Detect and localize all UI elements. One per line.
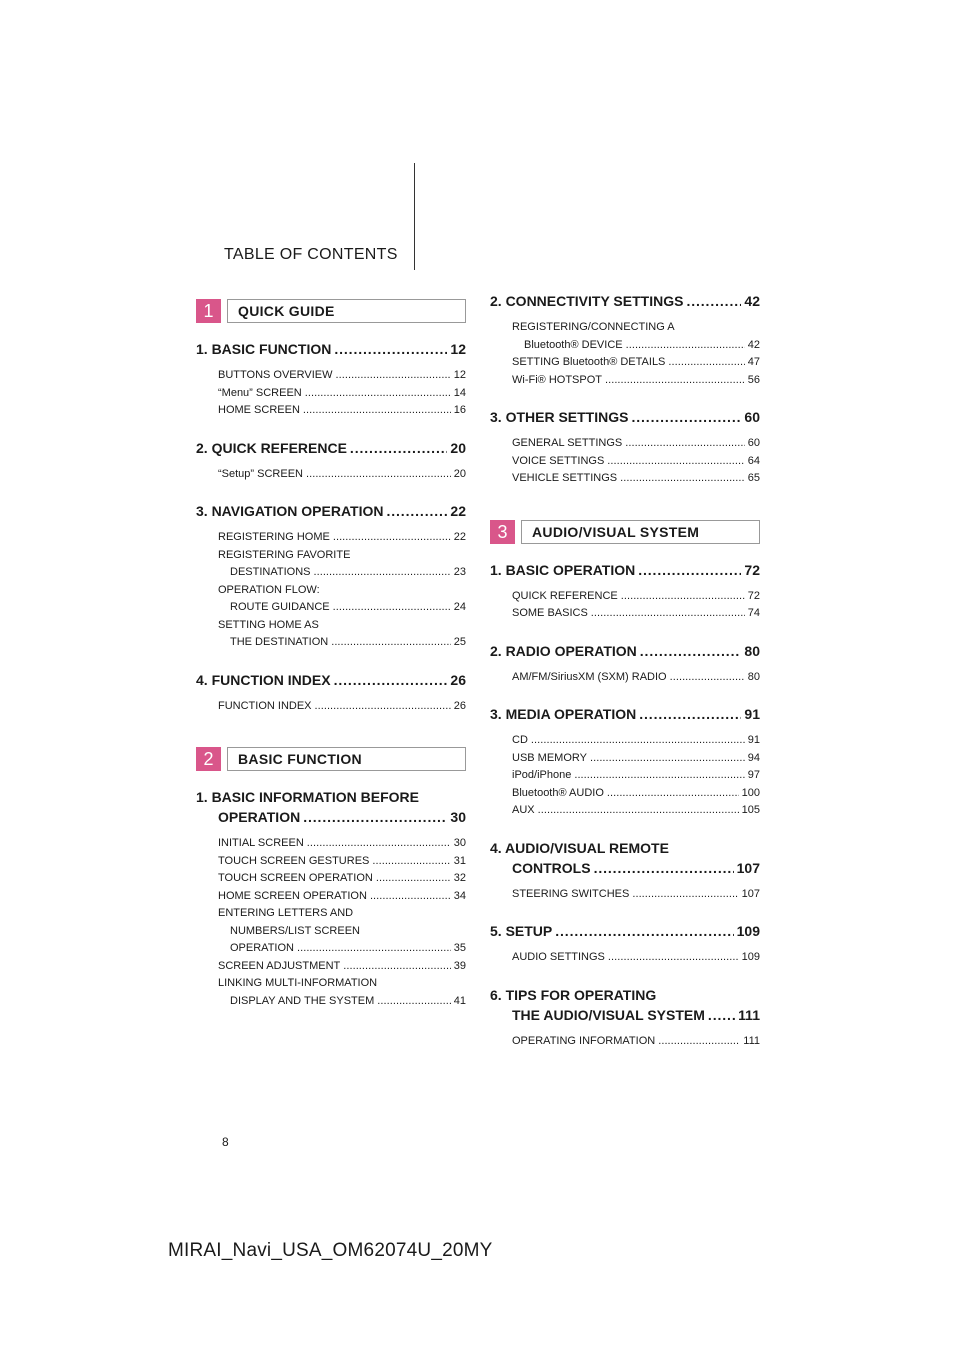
- entry-text: SETTING Bluetooth® DETAILS: [512, 356, 666, 368]
- toc-entry[interactable]: [490, 732, 760, 750]
- entry-text: FUNCTION INDEX: [218, 699, 312, 712]
- toc-row: [512, 785, 760, 803]
- entry-page-number: 42: [747, 338, 760, 351]
- dot-leader: [336, 367, 451, 385]
- dot-leader: [631, 407, 741, 427]
- entry-page-number: 20: [453, 467, 466, 480]
- entry-page-number: 16: [453, 404, 466, 416]
- entry-text: DISPLAY AND THE SYSTEM: [230, 994, 375, 1007]
- section-title-text: 3. NAVIGATION OPERATION: [196, 503, 384, 519]
- entry-page-number: 91: [747, 734, 760, 746]
- toc-row: [196, 501, 466, 521]
- dot-leader: [708, 1005, 735, 1025]
- toc-row: [196, 339, 466, 359]
- chapter-number-tab: 2: [196, 747, 221, 771]
- dot-leader: [303, 402, 451, 420]
- toc-entry[interactable]: [490, 1033, 760, 1051]
- entry-text-line: SETTING HOME AS: [218, 618, 319, 631]
- toc-row: [490, 560, 760, 580]
- entry-text: Wi-Fi® HOTSPOT: [512, 373, 602, 386]
- dot-leader: [333, 529, 451, 547]
- toc-entry[interactable]: [490, 319, 760, 354]
- toc-entry[interactable]: [490, 949, 760, 967]
- entry-page-number: 105: [741, 804, 760, 816]
- section-title[interactable]: [490, 560, 760, 580]
- section-page-number: 22: [450, 503, 466, 519]
- toc-row: [218, 402, 466, 420]
- chapter-gap: [490, 506, 760, 520]
- toc-row: [512, 435, 760, 453]
- entry-page-number: 41: [453, 994, 466, 1007]
- dot-leader: [625, 435, 745, 453]
- toc-entry[interactable]: [196, 698, 466, 716]
- entry-text: GENERAL SETTINGS: [512, 437, 623, 449]
- toc-entry[interactable]: [196, 367, 466, 385]
- entry-page-number: 72: [747, 589, 760, 602]
- dot-leader: [303, 807, 447, 827]
- toc-row: [490, 704, 760, 724]
- toc-row: [218, 634, 466, 652]
- toc-entry[interactable]: [196, 958, 466, 976]
- entry-page-number: 39: [453, 959, 466, 972]
- section-title-text: 3. OTHER SETTINGS: [490, 409, 629, 425]
- entry-text: TOUCH SCREEN OPERATION: [218, 872, 373, 884]
- toc-row: [512, 354, 760, 372]
- dot-leader: [315, 698, 451, 716]
- entry-text-line: LINKING MULTI-INFORMATION: [218, 977, 378, 989]
- dot-leader: [640, 641, 742, 661]
- entry-text: CD: [512, 734, 528, 746]
- toc-section: [490, 921, 760, 967]
- section-title-text: 2. RADIO OPERATION: [490, 642, 637, 659]
- dot-leader: [313, 564, 450, 582]
- toc-section: [490, 641, 760, 687]
- toc-row: [512, 767, 760, 785]
- toc-entry[interactable]: [196, 835, 466, 853]
- section-title-text: 1. BASIC FUNCTION: [196, 341, 332, 357]
- section-page-number: 107: [736, 859, 760, 876]
- entry-text: INITIAL SCREEN: [218, 837, 304, 849]
- dot-leader: [386, 501, 447, 521]
- dot-leader: [305, 385, 451, 403]
- dot-leader: [590, 750, 745, 768]
- entry-page-number: 26: [453, 699, 466, 712]
- toc-entry[interactable]: [196, 975, 466, 1010]
- section-title[interactable]: [490, 641, 760, 661]
- entry-page-number: 111: [743, 1034, 760, 1047]
- toc-entry[interactable]: [196, 402, 466, 420]
- entry-page-number: 56: [747, 373, 760, 386]
- toc-entry[interactable]: [196, 853, 466, 871]
- chapter-title: QUICK GUIDE: [227, 299, 466, 323]
- section-title[interactable]: [490, 291, 760, 311]
- toc-row: [512, 802, 760, 820]
- section-page-number: 20: [450, 439, 466, 456]
- entry-text: USB MEMORY: [512, 751, 587, 764]
- section-title[interactable]: [490, 704, 760, 724]
- toc-entry[interactable]: [196, 617, 466, 652]
- dot-leader: [621, 588, 745, 606]
- section-page-number: 26: [450, 671, 466, 688]
- dot-leader: [594, 858, 734, 878]
- page-header-title: TABLE OF CONTENTS: [224, 246, 398, 263]
- dot-leader: [639, 704, 741, 724]
- dot-leader: [297, 940, 451, 958]
- toc-row: [218, 835, 466, 853]
- section-title-text: 6. TIPS FOR OPERATING: [490, 986, 657, 1003]
- section-page-number: 111: [738, 1006, 760, 1023]
- chapter-gap: [196, 733, 466, 747]
- entry-text: SOME BASICS: [512, 607, 588, 619]
- toc-row: [490, 1005, 760, 1025]
- section-title-text: 5. SETUP: [490, 923, 553, 939]
- dot-leader: [638, 560, 741, 580]
- entry-text: THE DESTINATION: [230, 636, 329, 648]
- dot-leader: [686, 291, 741, 311]
- toc-entry[interactable]: [490, 785, 760, 803]
- section-title-line: [490, 838, 760, 858]
- toc-section: [490, 291, 760, 389]
- section-title-text: CONTROLS: [512, 859, 591, 876]
- section-title-line: [490, 985, 760, 1005]
- section-title-text: 1. BASIC OPERATION: [490, 561, 636, 578]
- toc-row: [490, 858, 760, 878]
- section-title-text: 4. AUDIO/VISUAL REMOTE: [490, 839, 669, 856]
- entry-text: OPERATING INFORMATION: [512, 1034, 656, 1047]
- toc-entry[interactable]: [490, 354, 760, 372]
- entry-text: OPERATION: [230, 942, 294, 954]
- dot-leader: [591, 605, 745, 623]
- toc-row: [512, 453, 760, 471]
- toc-row: [512, 372, 760, 390]
- section-title-line: [196, 787, 466, 807]
- dot-leader: [343, 958, 451, 976]
- entry-text: ROUTE GUIDANCE: [230, 601, 330, 613]
- toc-entry[interactable]: [196, 466, 466, 484]
- toc-row: [218, 888, 466, 906]
- toc-row: [196, 438, 466, 458]
- toc-row: [218, 870, 466, 888]
- toc-entry[interactable]: [196, 870, 466, 888]
- page-number: 8: [222, 1135, 229, 1149]
- entry-text: TOUCH SCREEN GESTURES: [218, 854, 370, 867]
- toc-row: [512, 588, 760, 606]
- section-page-number: 60: [744, 409, 760, 425]
- section-title[interactable]: [196, 339, 466, 359]
- section-title[interactable]: [490, 985, 760, 1025]
- entry-text-line: NUMBERS/LIST SCREEN: [230, 924, 360, 937]
- entry-page-number: 80: [747, 670, 760, 683]
- dot-leader: [607, 453, 744, 471]
- entry-text: AUX: [512, 804, 535, 816]
- entry-text: AM/FM/SiriusXM (SXM) RADIO: [512, 670, 667, 683]
- dot-leader: [620, 470, 745, 488]
- chapter-banner[interactable]: [196, 299, 466, 323]
- dot-leader: [668, 354, 744, 372]
- entry-text: Bluetooth® DEVICE: [524, 338, 623, 351]
- entry-text: STEERING SWITCHES: [512, 887, 630, 900]
- entry-page-number: 23: [453, 566, 466, 578]
- dot-leader: [658, 1033, 740, 1051]
- toc-section: [196, 339, 466, 420]
- toc-section: [196, 670, 466, 716]
- entry-page-number: 32: [453, 872, 466, 884]
- dot-leader: [331, 634, 451, 652]
- entry-page-number: 107: [741, 887, 760, 900]
- dot-leader: [333, 599, 451, 617]
- toc-row: [218, 993, 466, 1011]
- entry-text-line: REGISTERING/CONNECTING A: [512, 321, 675, 333]
- toc-row: [218, 958, 466, 976]
- toc-entry[interactable]: [490, 605, 760, 623]
- dot-leader: [334, 670, 448, 690]
- entry-page-number: 47: [747, 356, 760, 368]
- toc-row: [512, 886, 760, 904]
- toc-row: [196, 670, 466, 690]
- entry-text: DESTINATIONS: [230, 566, 311, 578]
- toc-row: [218, 385, 466, 403]
- entry-text: HOME SCREEN: [218, 404, 300, 416]
- toc-entry[interactable]: [490, 435, 760, 453]
- toc-section: [490, 704, 760, 820]
- entry-text: SCREEN ADJUSTMENT: [218, 959, 341, 972]
- toc-section: [490, 985, 760, 1051]
- toc-row: [218, 698, 466, 716]
- toc-entry[interactable]: [490, 470, 760, 488]
- toc-row: [196, 807, 466, 827]
- section-page-number: 80: [744, 642, 760, 659]
- entry-page-number: 14: [453, 386, 466, 399]
- toc-section: [196, 787, 466, 1010]
- toc-row: [218, 599, 466, 617]
- dot-leader: [377, 993, 450, 1011]
- entry-page-number: 34: [453, 889, 466, 902]
- section-page-number: 91: [744, 706, 760, 722]
- entry-page-number: 109: [741, 951, 760, 963]
- entry-page-number: 22: [453, 531, 466, 543]
- entry-text: Bluetooth® AUDIO: [512, 786, 604, 799]
- toc-row: [218, 367, 466, 385]
- toc-row: [512, 337, 760, 355]
- dot-leader: [555, 921, 733, 941]
- section-title[interactable]: [490, 407, 760, 427]
- toc-row: [218, 529, 466, 547]
- entry-text: HOME SCREEN OPERATION: [218, 889, 367, 902]
- document-id: MIRAI_Navi_USA_OM62074U_20MY: [168, 1240, 493, 1261]
- dot-leader: [626, 337, 745, 355]
- chapter-banner[interactable]: [196, 747, 466, 771]
- entry-page-number: 97: [747, 769, 760, 781]
- section-page-number: 72: [744, 561, 760, 578]
- entry-page-number: 24: [453, 601, 466, 613]
- toc-entry[interactable]: [490, 453, 760, 471]
- entry-page-number: 12: [453, 369, 466, 381]
- chapter-number-tab: 1: [196, 299, 221, 323]
- section-title[interactable]: [196, 787, 466, 827]
- toc-entry[interactable]: [490, 669, 760, 687]
- dot-leader: [632, 886, 738, 904]
- section-title[interactable]: [196, 501, 466, 521]
- section-page-number: 30: [450, 809, 466, 825]
- entry-text: BUTTONS OVERVIEW: [218, 369, 333, 381]
- entry-text: iPod/iPhone: [512, 769, 572, 781]
- entry-page-number: 25: [453, 636, 466, 648]
- section-title[interactable]: [196, 438, 466, 458]
- entry-text: QUICK REFERENCE: [512, 589, 618, 602]
- dot-leader: [334, 339, 447, 359]
- entry-text: “Setup” SCREEN: [218, 467, 303, 480]
- entry-page-number: 60: [747, 437, 760, 449]
- entry-page-number: 30: [453, 837, 466, 849]
- chapter-title: AUDIO/VISUAL SYSTEM: [521, 520, 760, 544]
- toc-row: [490, 921, 760, 941]
- toc-row: [512, 1033, 760, 1051]
- toc-row: [490, 291, 760, 311]
- entry-page-number: 35: [453, 942, 466, 954]
- dot-leader: [608, 949, 739, 967]
- toc-entry[interactable]: [490, 886, 760, 904]
- toc-row: [218, 466, 466, 484]
- entry-page-number: 64: [747, 454, 760, 467]
- toc-row: [512, 750, 760, 768]
- toc-row: [512, 732, 760, 750]
- entry-page-number: 31: [453, 854, 466, 867]
- chapter-number-tab: 3: [490, 520, 515, 544]
- entry-text: VOICE SETTINGS: [512, 454, 605, 467]
- toc-row: [512, 669, 760, 687]
- toc-entry[interactable]: [490, 767, 760, 785]
- entry-text: VEHICLE SETTINGS: [512, 472, 618, 484]
- toc-entry[interactable]: [196, 529, 466, 547]
- toc-row: [512, 470, 760, 488]
- dot-leader: [350, 438, 448, 458]
- section-page-number: 109: [736, 923, 760, 939]
- entry-text: “Menu” SCREEN: [218, 386, 302, 399]
- dot-leader: [370, 888, 451, 906]
- dot-leader: [307, 835, 451, 853]
- toc-entry[interactable]: [196, 547, 466, 582]
- toc-row: [490, 641, 760, 661]
- toc-entry[interactable]: [196, 888, 466, 906]
- dot-leader: [605, 372, 745, 390]
- toc-left-column: [196, 299, 466, 1028]
- section-title[interactable]: [196, 670, 466, 690]
- section-title-text: 2. CONNECTIVITY SETTINGS: [490, 293, 684, 309]
- header-divider: [414, 163, 415, 270]
- toc-entry[interactable]: [490, 588, 760, 606]
- toc-entry[interactable]: [196, 905, 466, 958]
- entry-text-line: ENTERING LETTERS AND: [218, 907, 354, 919]
- toc-section: [490, 560, 760, 623]
- chapter-title: BASIC FUNCTION: [227, 747, 466, 771]
- dot-leader: [607, 785, 739, 803]
- toc-entry[interactable]: [490, 802, 760, 820]
- entry-page-number: 94: [747, 751, 760, 764]
- dot-leader: [306, 466, 451, 484]
- toc-row: [218, 940, 466, 958]
- section-title[interactable]: [490, 838, 760, 878]
- toc-row: [512, 605, 760, 623]
- dot-leader: [670, 669, 745, 687]
- chapter-banner[interactable]: [490, 520, 760, 544]
- dot-leader: [376, 870, 451, 888]
- toc-section: [196, 501, 466, 652]
- toc-row: [490, 407, 760, 427]
- toc-section: [490, 838, 760, 904]
- section-title-text: 2. QUICK REFERENCE: [196, 439, 347, 456]
- toc-right-column: [490, 291, 760, 1068]
- entry-text: REGISTERING HOME: [218, 531, 330, 543]
- dot-leader: [531, 732, 745, 750]
- dot-leader: [372, 853, 450, 871]
- entry-text-line: REGISTERING FAVORITE: [218, 548, 351, 561]
- toc-entry[interactable]: [196, 582, 466, 617]
- toc-entry[interactable]: [490, 750, 760, 768]
- entry-page-number: 65: [747, 472, 760, 484]
- toc-row: [218, 853, 466, 871]
- entry-text: AUDIO SETTINGS: [512, 951, 605, 963]
- section-title-text: 3. MEDIA OPERATION: [490, 706, 637, 722]
- section-title-text: 4. FUNCTION INDEX: [196, 671, 331, 688]
- toc-entry[interactable]: [490, 372, 760, 390]
- dot-leader: [538, 802, 739, 820]
- entry-page-number: 100: [741, 786, 760, 799]
- dot-leader: [574, 767, 744, 785]
- entry-page-number: 74: [747, 607, 760, 619]
- toc-row: [512, 949, 760, 967]
- section-title-text: OPERATION: [218, 809, 301, 825]
- toc-row: [218, 564, 466, 582]
- section-page-number: 12: [450, 341, 466, 357]
- toc-entry[interactable]: [196, 385, 466, 403]
- section-title-text: THE AUDIO/VISUAL SYSTEM: [512, 1006, 705, 1023]
- entry-text-line: OPERATION FLOW:: [218, 583, 320, 596]
- toc-section: [196, 438, 466, 484]
- section-page-number: 42: [744, 293, 760, 309]
- toc-section: [490, 407, 760, 488]
- section-title-text: 1. BASIC INFORMATION BEFORE: [196, 789, 419, 805]
- section-title[interactable]: [490, 921, 760, 941]
